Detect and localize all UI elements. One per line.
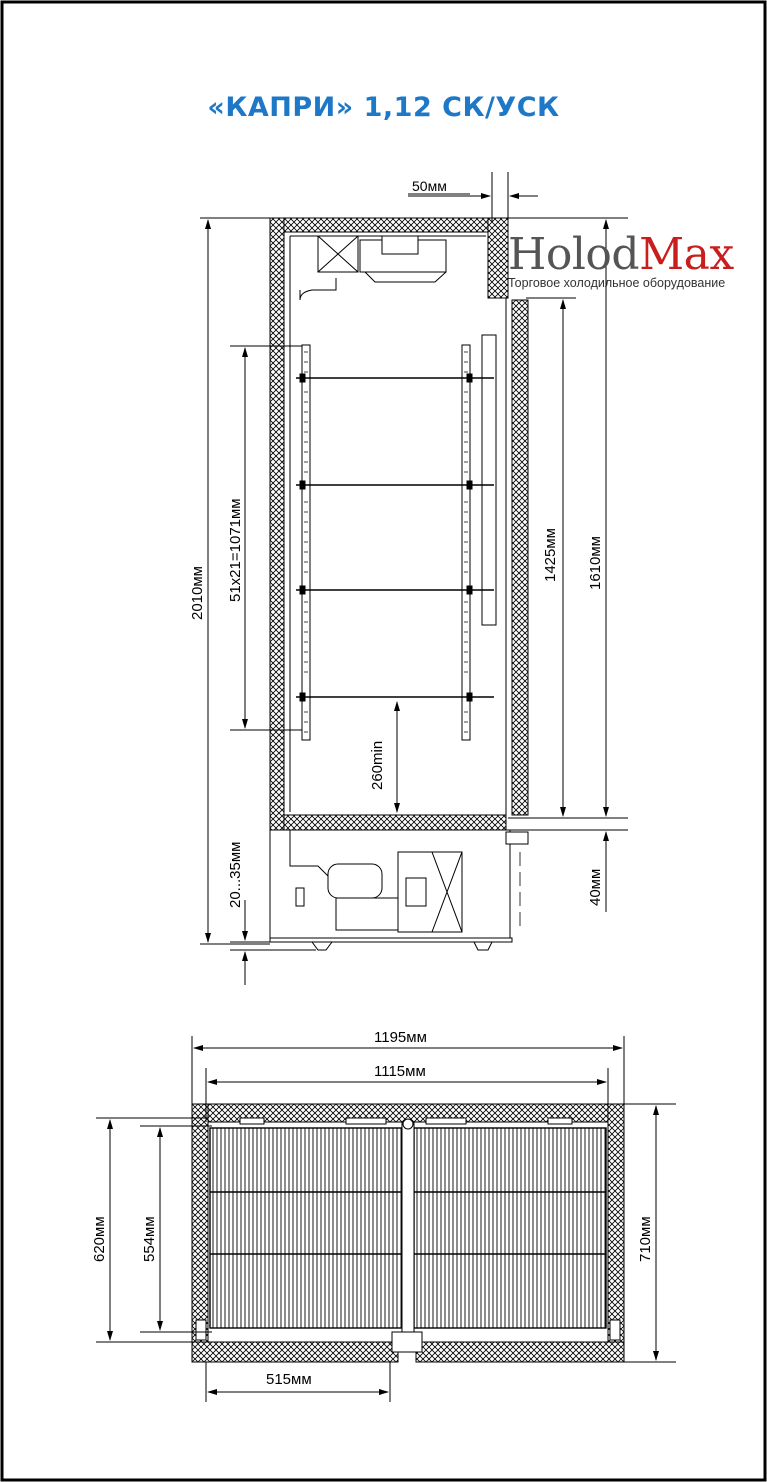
foot-right [474,942,492,950]
dim-depth-shelf: 554мм [141,1216,158,1262]
dim-base: 40мм [587,868,604,906]
side-top-wall [270,218,508,232]
side-back-wall [270,218,284,830]
brand-name-part1: Holod [508,229,640,280]
shelf-grille-left [210,1128,402,1328]
rack-holes [304,352,468,732]
brand-name-part2: Max [639,229,734,280]
center-hinge [403,1119,413,1129]
side-bottom-wall [284,815,506,830]
rack-left [302,345,310,740]
side-view [270,218,528,950]
compressor [328,864,382,898]
dim-inner-1: 1425мм [542,528,559,582]
brand-name [508,229,766,280]
dim-feet: 20...35мм [227,841,244,908]
rack-right [462,345,470,740]
plan-door-left [192,1342,398,1362]
dim-shelf-pitch: 51х21=1071мм [227,498,244,602]
plan-door-right [416,1342,624,1362]
dim-total-height: 2010мм [189,566,206,620]
dim-top-offset: 50мм [412,178,447,194]
dim-min-gap: 260min [369,740,386,790]
dim-door-width: 515мм [266,1371,312,1388]
side-door [512,300,528,815]
plan-right-wall [608,1104,624,1344]
dim-inner-2: 1610мм [587,536,604,590]
dim-inner-width: 1115мм [374,1063,426,1080]
brand-logo [508,229,766,290]
shelf-grille-right [414,1128,606,1328]
dim-depth-total: 710мм [637,1216,654,1262]
dim-depth-inner: 620мм [91,1216,108,1262]
brand-subtitle: Торговое холодильное оборудование [508,276,726,290]
plan-left-wall [192,1104,208,1344]
dim-total-width: 1195мм [374,1029,427,1046]
plan-view [192,1104,624,1362]
product-title: «КАПРИ» 1,12 СК/УСК [207,92,560,123]
foot-left [312,942,332,950]
side-top-front-block [488,218,508,298]
